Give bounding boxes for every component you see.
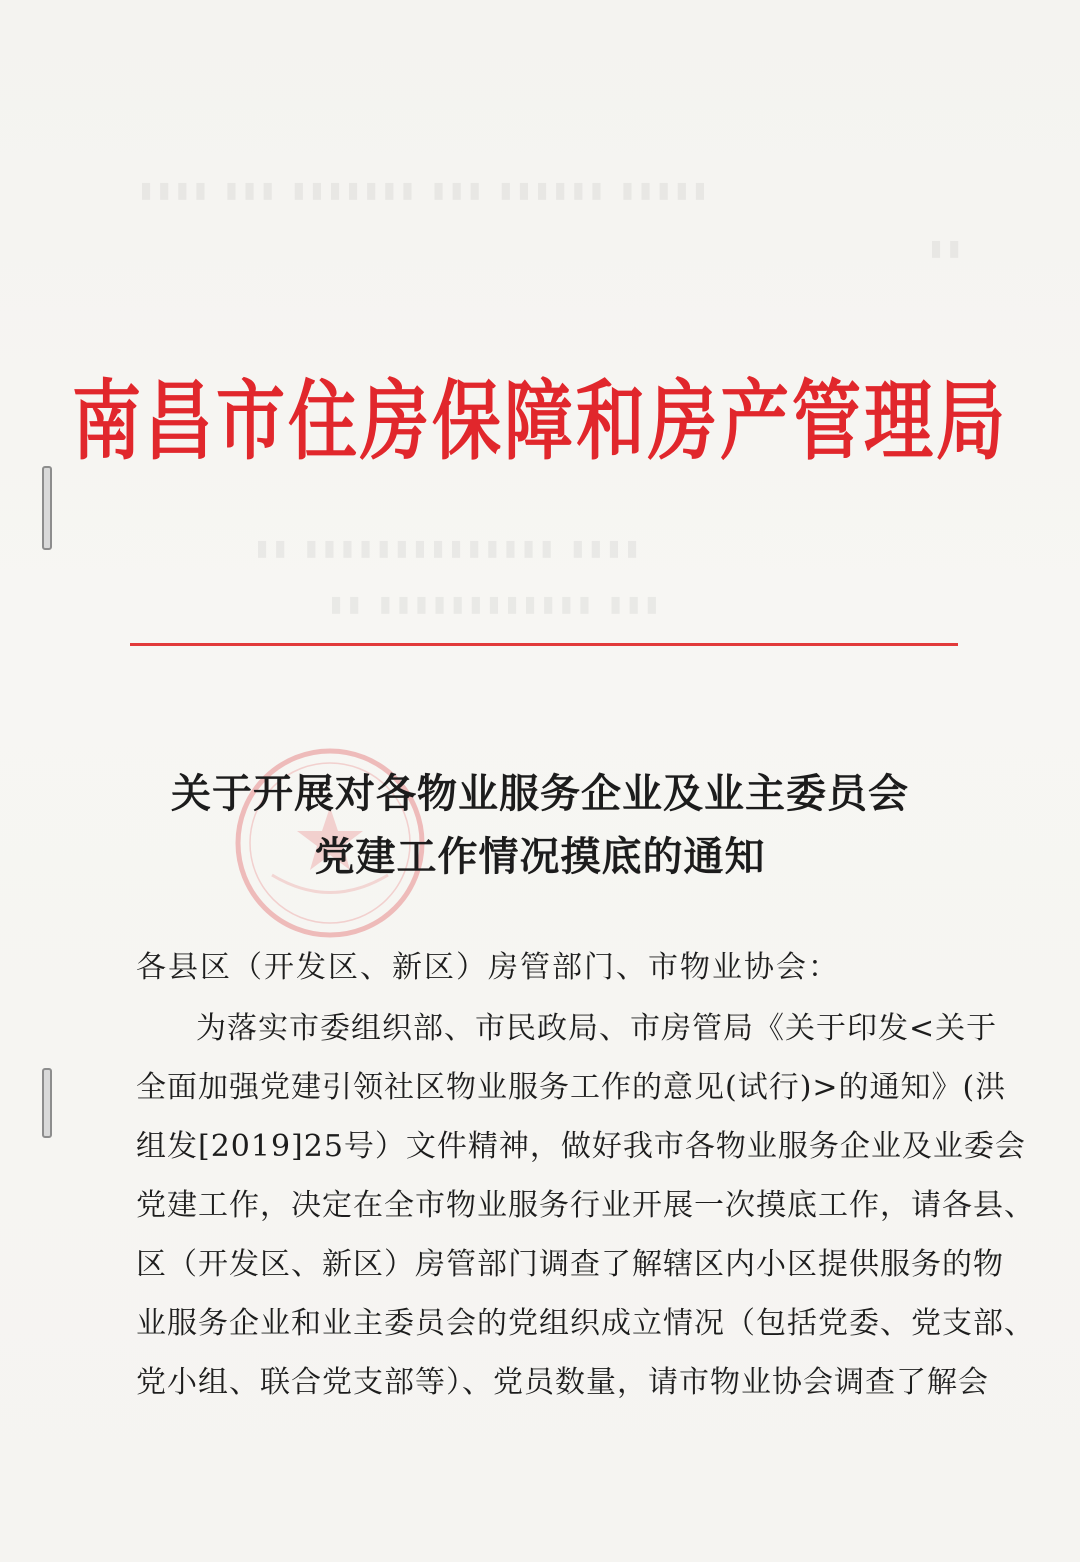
body-line: 党建工作，决定在全市物业服务行业开展一次摸底工作，请各县、 bbox=[136, 1188, 1035, 1223]
notice-title-line-2: 党建工作情况摸底的通知 bbox=[314, 834, 766, 880]
letterhead-red-rule bbox=[130, 643, 958, 646]
body-line: 党小组、联合党支部等）、党员数量，请市物业协会调查了解会 bbox=[136, 1365, 989, 1400]
body-line: 组发[2019]25号）文件精神，做好我市各物业服务企业及业委会 bbox=[136, 1129, 1026, 1164]
bleed-through-mark: ▮▮ bbox=[930, 236, 967, 261]
body-line: 为落实市委组织部、市民政局、市房管局《关于印发<关于 bbox=[196, 1011, 998, 1046]
staple-bottom bbox=[42, 1068, 52, 1138]
body-line: 业服务企业和业主委员会的党组织成立情况（包括党委、党支部、 bbox=[136, 1306, 1035, 1341]
body-line: 区（开发区、新区）房管部门调查了解辖区内小区提供服务的物 bbox=[136, 1247, 1004, 1282]
body-line: 全面加强党建引领社区物业服务工作的意见(试行)>的通知》(洪 bbox=[136, 1070, 1007, 1105]
bleed-through-mark: ▮▮▮▮ ▮▮▮ ▮▮▮▮▮▮▮ ▮▮▮ ▮▮▮▮▮▮ ▮▮▮▮▮ bbox=[140, 178, 712, 203]
bleed-through-mark: ▮▮ ▮▮▮▮▮▮▮▮▮▮▮▮ ▮▮▮ bbox=[330, 592, 664, 617]
salutation: 各县区（开发区、新区）房管部门、市物业协会： bbox=[136, 950, 840, 985]
agency-letterhead: 南昌市住房保障和房产管理局 bbox=[72, 372, 1008, 472]
bleed-through-mark: ▮▮ ▮▮▮▮▮▮▮▮▮▮▮▮▮▮ ▮▮▮▮ bbox=[256, 536, 645, 561]
notice-title-line-1: 关于开展对各物业服务企业及业主委员会 bbox=[171, 771, 909, 817]
staple-top bbox=[42, 466, 52, 550]
